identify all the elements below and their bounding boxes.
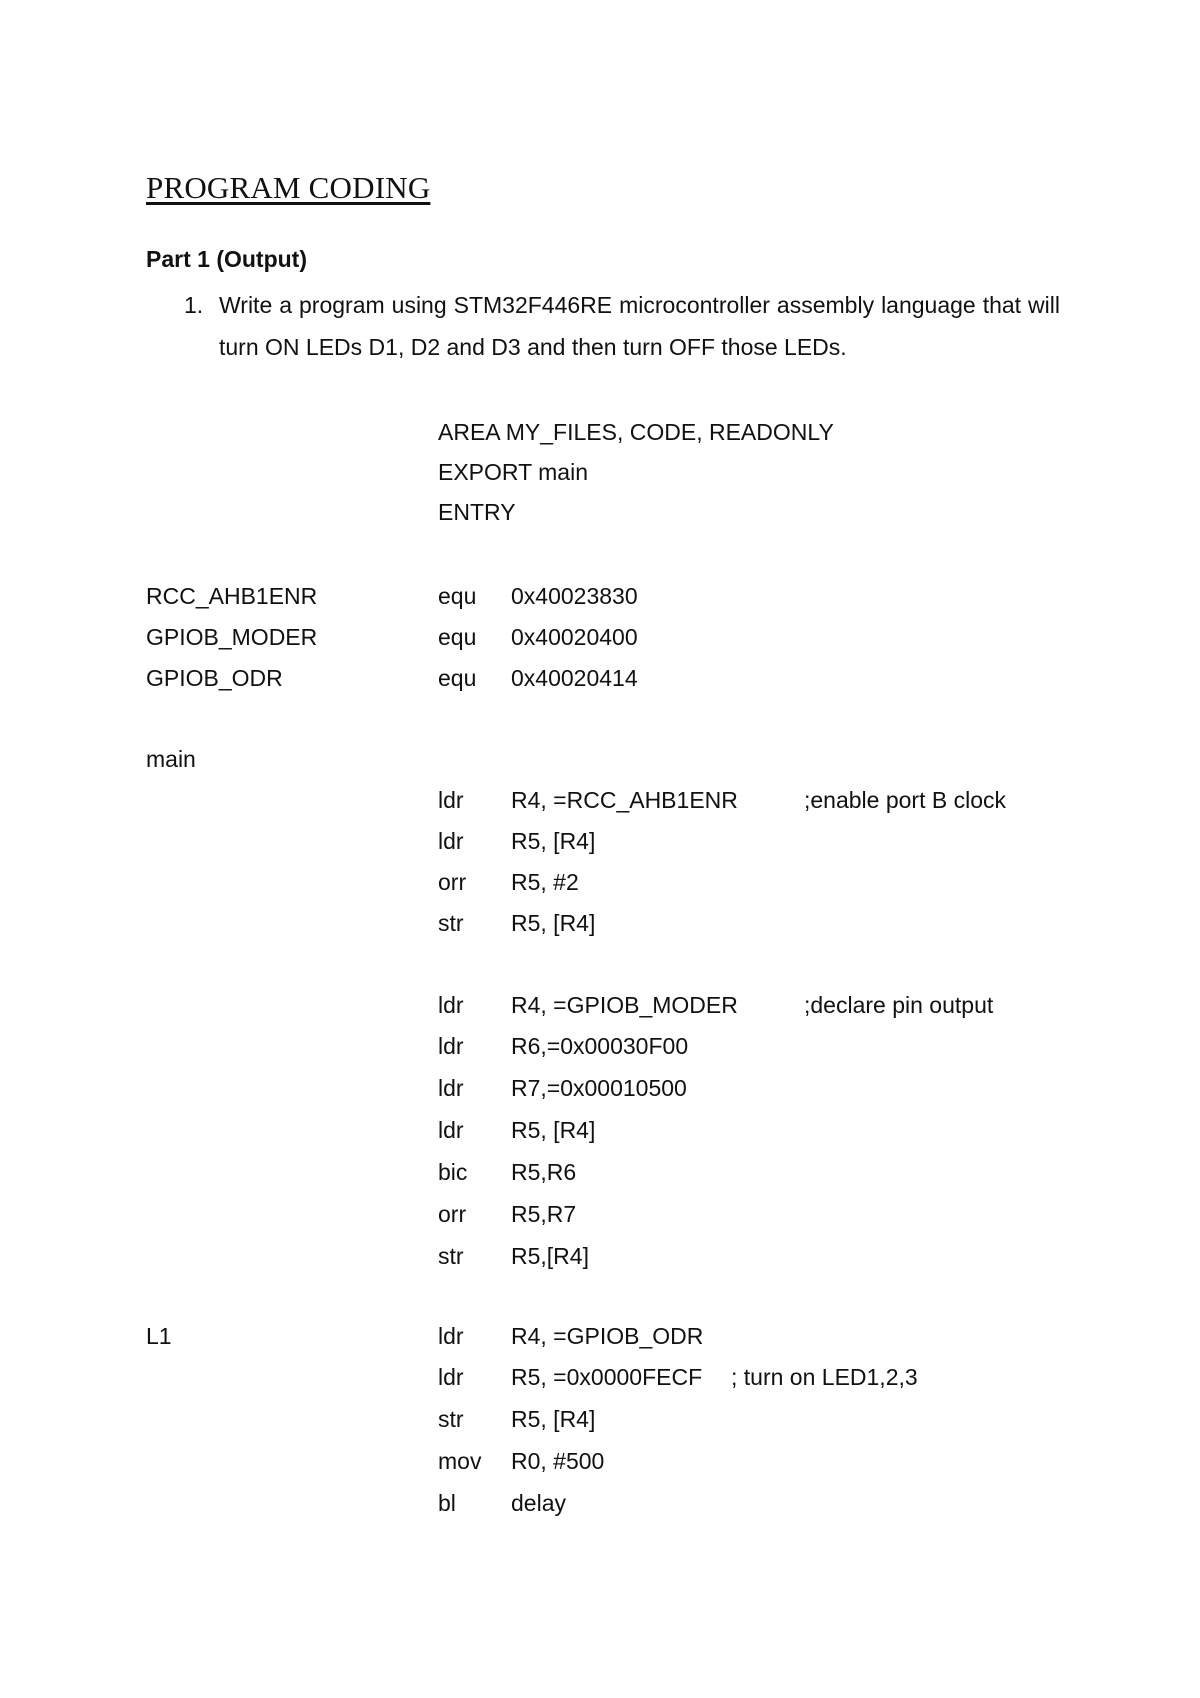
instruction-op: ldr <box>438 1117 464 1143</box>
instruction-args: R5,R6 <box>511 1159 577 1185</box>
instruction-comment: ;declare pin output <box>804 992 994 1018</box>
label-l1: L1 <box>146 1323 172 1349</box>
code-line-directive <box>0 492 1200 532</box>
part-title: Part 1 (Output) <box>146 246 307 272</box>
question-text: Write a program using STM32F446RE microcontroller assembly language that will turn ON LEDs D1, D2 and D3 and then turn OFF those LEDs. <box>219 292 1060 360</box>
code-line-instruction <box>0 1357 1200 1397</box>
instruction-op: ldr <box>438 1364 464 1390</box>
instruction-args: R5,R7 <box>511 1201 577 1227</box>
instruction-comment: ; turn on LED1,2,3 <box>731 1364 918 1390</box>
directive-entry: ENTRY <box>438 499 516 525</box>
equate-op: equ <box>438 624 477 650</box>
instruction-op: str <box>438 910 464 936</box>
instruction-op: ldr <box>438 1075 464 1101</box>
instruction-op: ldr <box>438 787 464 813</box>
instruction-args: R4, =GPIOB_MODER <box>511 992 738 1018</box>
instruction-args: R5, [R4] <box>511 1406 596 1432</box>
equate-value: 0x40020414 <box>511 665 638 691</box>
instruction-op: ldr <box>438 1323 464 1349</box>
code-line-instruction <box>0 1399 1200 1439</box>
equate-label: GPIOB_ODR <box>146 665 283 691</box>
instruction-op: orr <box>438 869 467 895</box>
equate-op: equ <box>438 583 477 609</box>
instruction-op: orr <box>438 1201 467 1227</box>
code-line-directive <box>0 412 1200 452</box>
code-line-instruction <box>0 985 1200 1025</box>
code-line-instruction <box>0 1194 1200 1234</box>
code-line-instruction <box>0 862 1200 902</box>
equate-label: GPIOB_MODER <box>146 624 318 650</box>
code-line-equate <box>0 658 1200 698</box>
equate-label: RCC_AHB1ENR <box>146 583 318 609</box>
code-line-equate <box>0 617 1200 657</box>
instruction-op: mov <box>438 1448 482 1474</box>
code-line-instruction <box>0 1068 1200 1108</box>
label-main: main <box>146 746 196 772</box>
instruction-args: R5, #2 <box>511 869 579 895</box>
instruction-args: R4, =RCC_AHB1ENR <box>511 787 738 813</box>
code-line-instruction <box>0 1441 1200 1481</box>
code-line-instruction <box>0 1110 1200 1150</box>
question-number: 1. <box>184 292 204 318</box>
instruction-args: R5, =0x0000FECF <box>511 1364 703 1390</box>
code-line-instruction <box>0 1152 1200 1192</box>
instruction-op: ldr <box>438 992 464 1018</box>
instruction-args: R6,=0x00030F00 <box>511 1033 689 1059</box>
code-line-instruction <box>0 1483 1200 1523</box>
code-line-instruction <box>0 1316 1200 1356</box>
instruction-op: str <box>438 1243 464 1269</box>
instruction-args: R4, =GPIOB_ODR <box>511 1323 704 1349</box>
instruction-args: R5,[R4] <box>511 1243 589 1269</box>
code-line-instruction <box>0 903 1200 943</box>
directive-export: EXPORT main <box>438 459 588 485</box>
instruction-comment: ;enable port B clock <box>804 787 1007 813</box>
code-line-instruction <box>0 821 1200 861</box>
instruction-args: delay <box>511 1490 566 1516</box>
page-heading: PROGRAM CODING <box>146 170 431 205</box>
equate-op: equ <box>438 665 477 691</box>
equate-value: 0x40020400 <box>511 624 638 650</box>
instruction-args: R0, #500 <box>511 1448 605 1474</box>
instruction-args: R7,=0x00010500 <box>511 1075 687 1101</box>
code-line-directive <box>0 452 1200 492</box>
instruction-op: str <box>438 1406 464 1432</box>
code-line-instruction <box>0 780 1200 820</box>
instruction-op: ldr <box>438 828 464 854</box>
code-line-label <box>0 739 1200 779</box>
code-line-instruction <box>0 1236 1200 1276</box>
instruction-op: ldr <box>438 1033 464 1059</box>
equate-value: 0x40023830 <box>511 583 638 609</box>
code-line-equate <box>0 576 1200 616</box>
instruction-args: R5, [R4] <box>511 1117 596 1143</box>
instruction-args: R5, [R4] <box>511 910 596 936</box>
directive-area: AREA MY_FILES, CODE, READONLY <box>438 419 834 445</box>
instruction-op: bic <box>438 1159 468 1185</box>
instruction-op: bl <box>438 1490 456 1516</box>
instruction-args: R5, [R4] <box>511 828 596 854</box>
code-line-instruction <box>0 1026 1200 1066</box>
